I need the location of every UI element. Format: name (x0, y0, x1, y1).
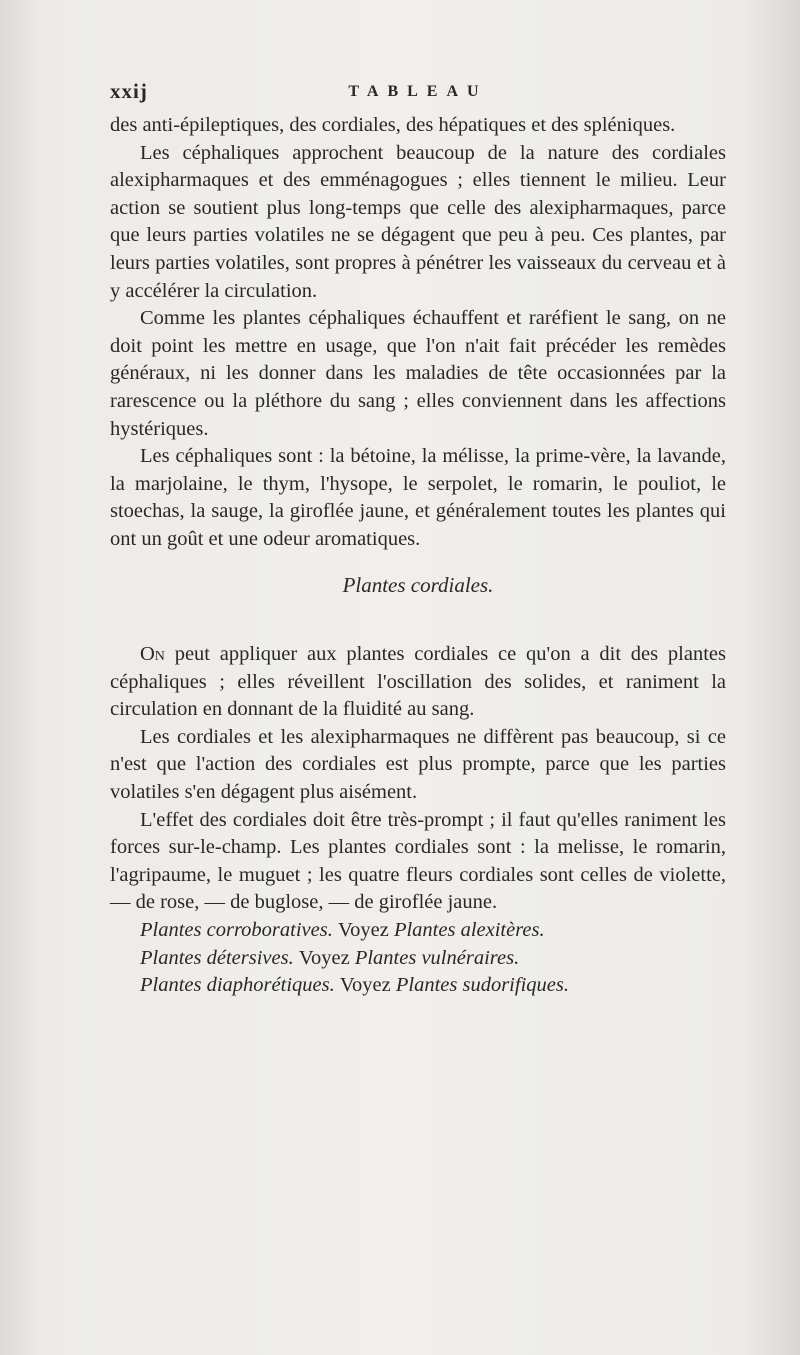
xref-term: Plantes diaphorétiques. (140, 974, 335, 997)
page-header (110, 78, 726, 106)
running-title: TABLEAU (348, 83, 488, 100)
page-text (110, 78, 726, 1000)
xref-see: Voyez (337, 919, 389, 942)
xref-term: Plantes corroboratives. (140, 919, 333, 942)
xref-see: Voyez (298, 946, 350, 969)
paragraph-cephaliques-list: Les céphaliques sont : la bétoine, la mélisse, la prime-vère, la lavande, la marjolaine, le thym, l'hysope, le serpolet, le romarin, le pouliot, le stoechas, la sauge, la giroflée jaune, et généralement toutes les plantes qui ont un goût et une odeur aromatiques. (110, 445, 726, 550)
paragraph-cordiales-compare: Les cordiales et les alexipharmaques ne diffèrent pas beaucoup, si ce n'est que l'action des cordiales est plus prompte, parce que les parties volatiles s'en dégagent plus aisément. (110, 725, 726, 804)
paragraph-continued: des anti-épileptiques, des cordiales, des hépatiques et des spléniques. (110, 114, 676, 136)
paragraph-cordiales-intro-text: peut appliquer aux plantes cordiales ce qu'on a dit des plantes céphaliques ; elles réveillent l'oscillation des solides, et raniment la circulation en donnant de la fluidité au sang. (110, 643, 726, 721)
cross-reference (110, 917, 726, 945)
page-number: xxij (110, 79, 148, 103)
paragraph-cordiales-intro (110, 641, 726, 724)
xref-target: Plantes vulnéraires. (354, 946, 520, 969)
paragraph-cephaliques-usage: Comme les plantes céphaliques échauffent et raréfient le sang, on ne doit point les mettre en usage, que l'on n'ait fait précéder les remèdes généraux, ni les donner dans les maladies de tête occasionnées par la rarescence ou la pléthore du sang ; elles conviennent dans les affections hystériques. (110, 307, 726, 440)
xref-target: Plantes alexitères. (393, 919, 545, 942)
cross-reference (110, 945, 726, 973)
xref-target: Plantes sudorifiques. (395, 974, 569, 997)
cross-reference (110, 972, 726, 1000)
xref-term: Plantes détersives. (140, 946, 294, 969)
section-title: Plantes cordiales. (342, 572, 494, 597)
paragraph-cephaliques-nature: Les céphaliques approchent beaucoup de la nature des cordiales alexipharmaques et des emménagogues ; elles tiennent le milieu. Leur action se soutient plus long-temps que celle des alexipharmaques, parce que leurs parties volatiles ne se dégagent que peu à peu. Ces plantes, par leurs parties volatiles, sont propres à pénétrer les vaisseaux du cerveau et à y accélérer la circulation. (110, 141, 726, 302)
paragraph-cordiales-list: L'effet des cordiales doit être très-prompt ; il faut qu'elles raniment les forces sur-le-champ. Les plantes cordiales sont : la melisse, le romarin, l'agripaume, le muguet ; les quatre fleurs cordiales sont celles de violette, — de rose, — de buglose, — de giroflée jaune. (110, 808, 726, 914)
xref-see: Voyez (339, 974, 391, 997)
drop-cap-word: On (140, 643, 165, 666)
